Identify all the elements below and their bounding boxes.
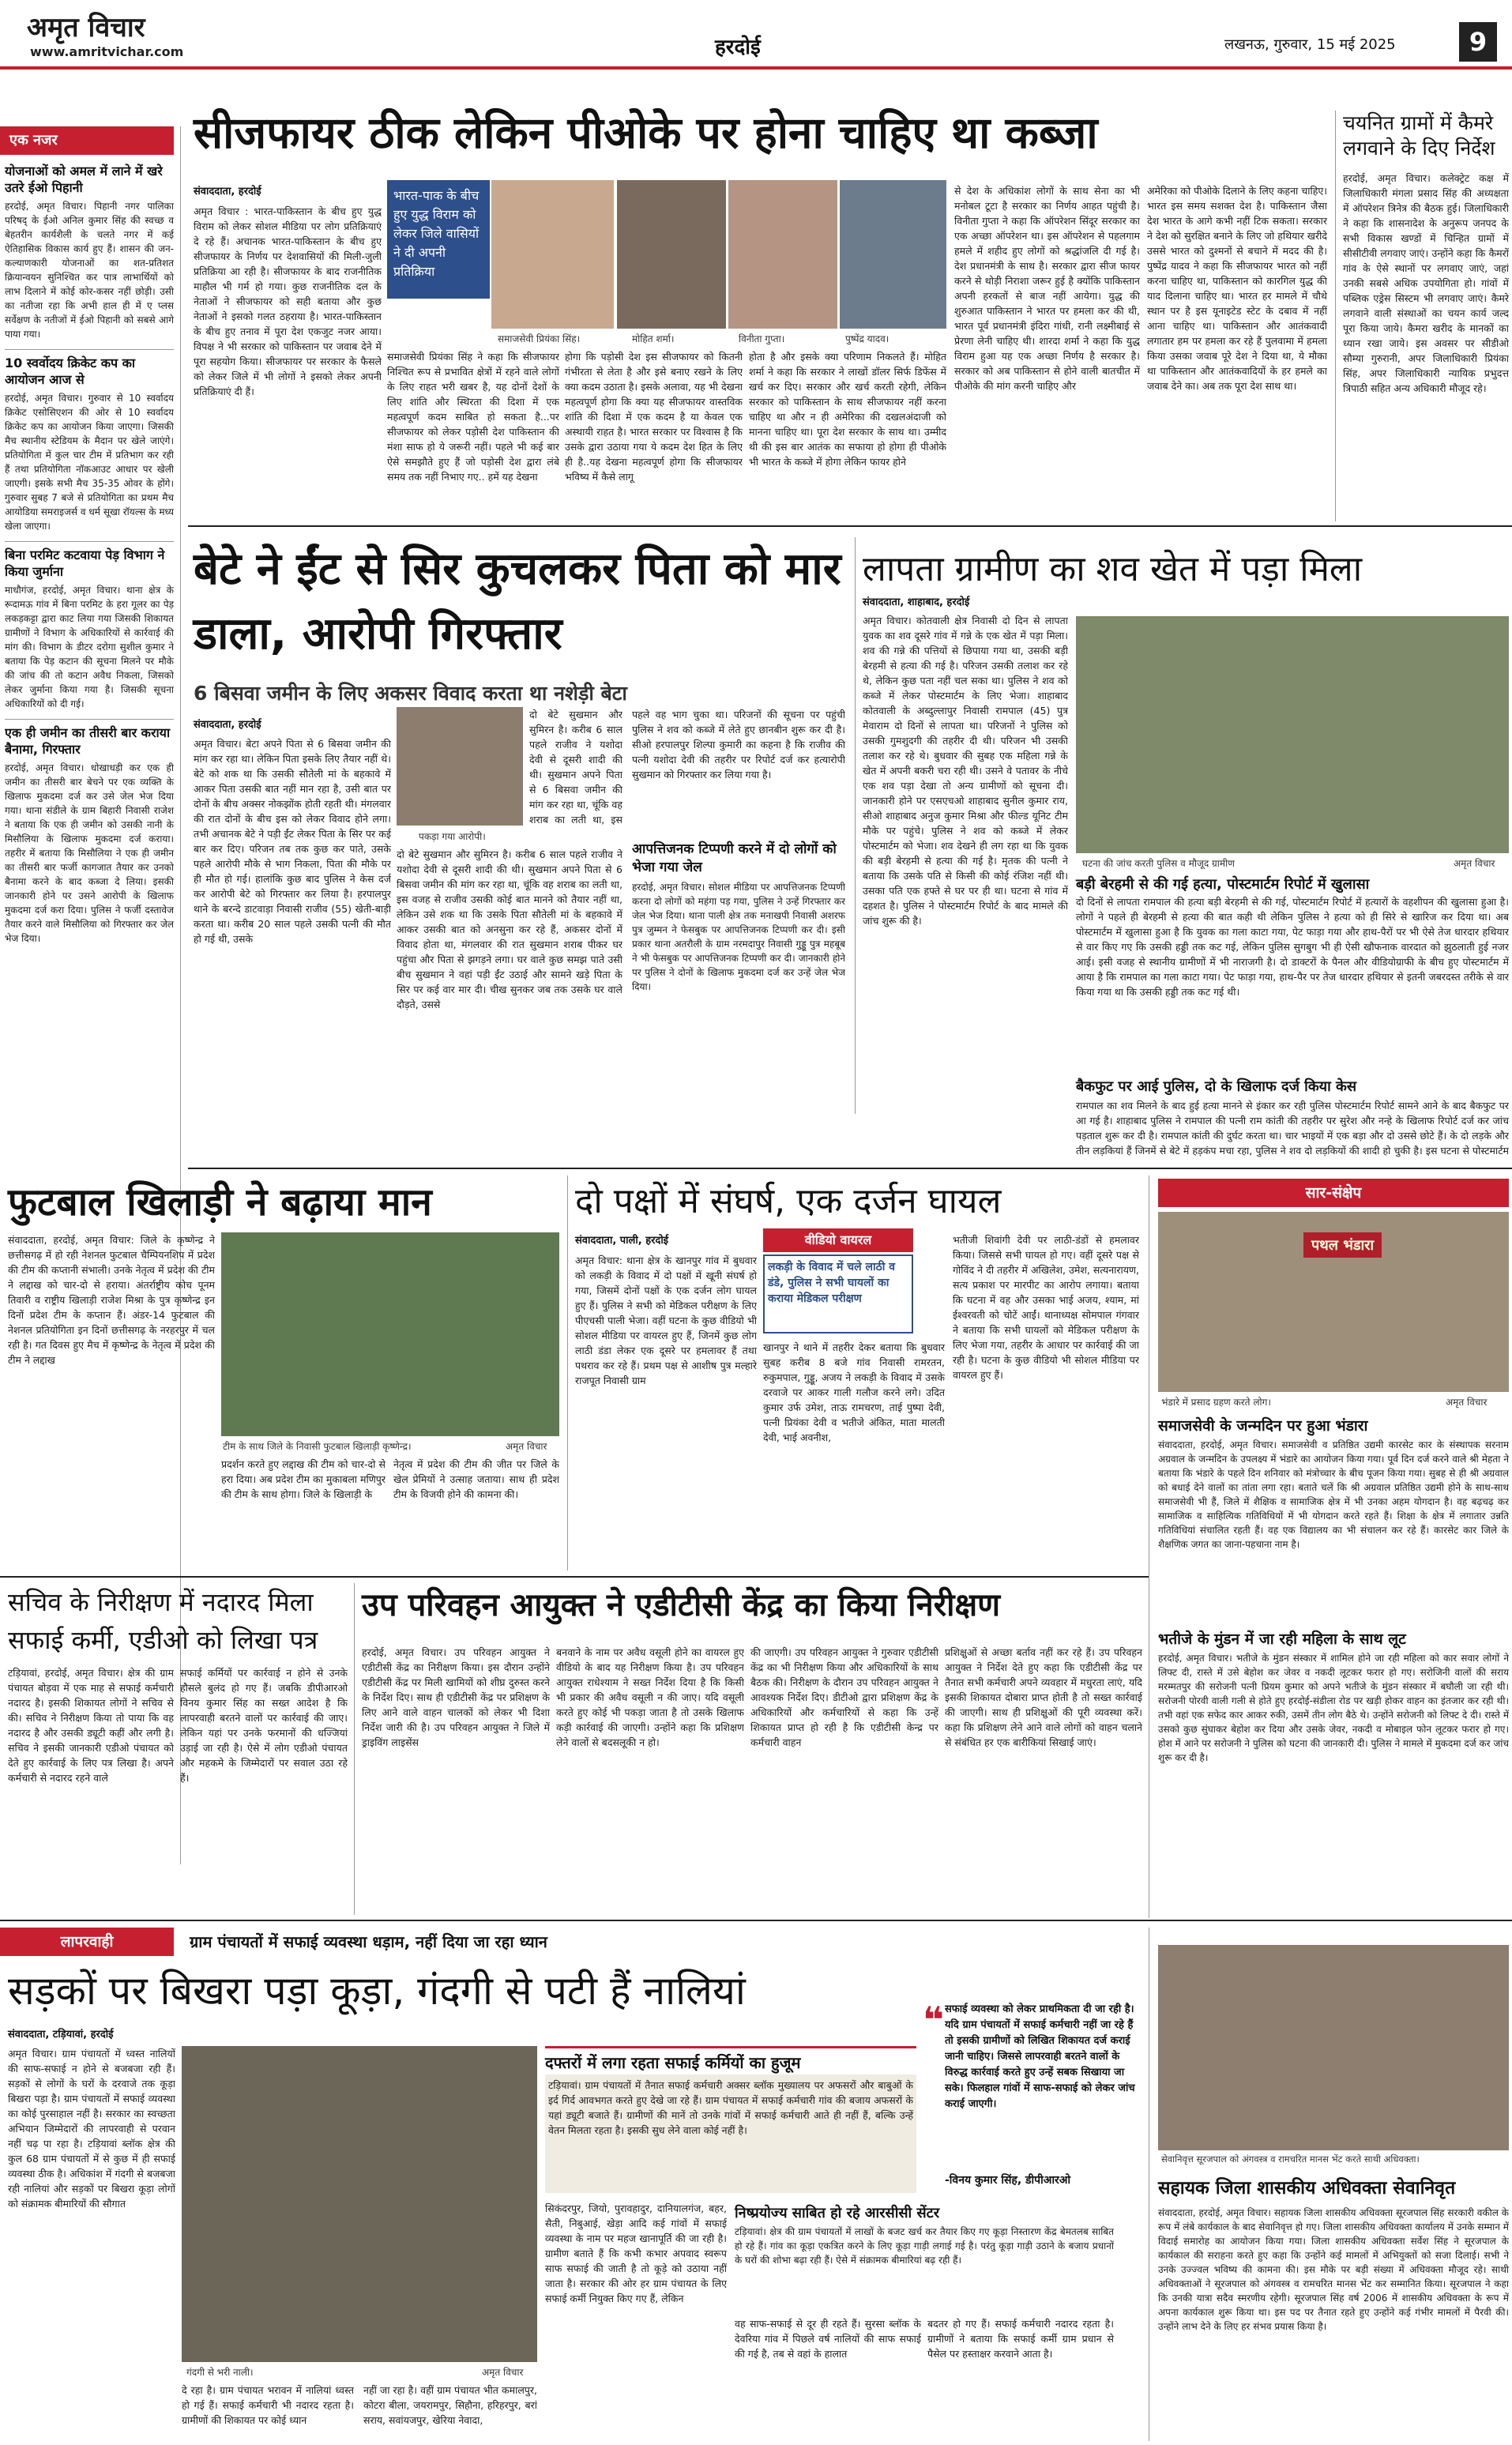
dateline: लखनऊ, गुरुवार, 15 मई 2025: [1224, 36, 1396, 53]
sarsankshep-tag: सार-संक्षेप: [1158, 1179, 1509, 1207]
story3-body: अमृत विचार। कोतवाली क्षेत्र निवासी दो दिन से लापता युवक का शव दूसरे गांव में गन्ने के एक खेत में पड़ा मिला। शव की गन्ने की पत्तियों से छिपाया गया था, उसकी बड़ी बेरहमी से हत्या की गई है। परिजन उसकी तलाश कर रहे थे, लेकिन कुछ पता नहीं चल सका था। पुलिस ने शव को कब्जे में लेकर पोस्टमार्टम के लिए भेजा। शाहाबाद कोतवाली के अब्दुल्लापुर निवासी रामपाल (45) पुत्र मेवाराम दो दिनों से लापता था। परिजनों ने पुलिस को उसकी गुमशुदगी की तहरीर दी थी। परिजन भी उसकी तलाश कर रहे थे। बुधवार की सुबह एक महिला गन्ने के खेत में अपनी बकरी चरा रही थी। उसने वे पतावर के नीचे एक शव पड़ा देखा तो अन्य ग्रामीणों को सूचना दी। जानकारी होने पर एसएचओ शाहाबाद सुनील कुमार राय, सीओ शाहाबाद अनुज कुमार मिश्रा और फील्ड यूनिट टीम मौके पर पहुंचे। पुलिस ने शव को कब्जे में लेकर पोस्टमार्टम को भेजा। शव देखने ही लग रहा था कि युवक की बड़ी बेरहमी से हत्या की गई है। मृतक की पत्नी ने बताया कि उसके पति से किसी की कोई रंजिश नहीं थी। उसका पति एक हफ्ते से घर पर ही था। घटना से गांव में दहशत है। पुलिस ने पोस्टमार्टम रिपोर्ट के बाद मामले की जांच शुरू की है।: [863, 615, 1068, 927]
story8-headline: सड़कों पर बिखरा पड़ा कूड़ा, गंदगी से पटी हैं नालियां: [8, 1968, 746, 2014]
photo-pushpendra: [840, 180, 946, 329]
photo-credit: अमृत विचार: [482, 2367, 524, 2378]
chayanit-headline: चयनित ग्रामों में कैमरे लगवाने के दिए निर्देश: [1343, 111, 1495, 160]
story1-col3: होगा कि पड़ोसी देश इस सीजफायर को कितनी गंभीरता से लेता है और इसे बनाए रखने के लिए क्या कदम उठाता है। इसके अलावा, यह भी देखना महत्वपूर्ण होगा कि क्या यह सीजफायर वास्तविक शांति की दिशा में एक कदम है या केवल एक अस्थायी राहत है। भारत सरकार पर विश्वास है कि उसके द्वारा उठाया गया ये कदम देश हित के लिए ही है..यह देखना महत्वपूर्ण होगा कि सीजफायर भविष्य में कैसे लागू: [565, 351, 743, 483]
story7-headline: उप परिवहन आयुक्त ने एडीटीसी केंद्र का किया निरीक्षण: [362, 1587, 1001, 1623]
left-item-head: योजनाओं को अमल में लाने में खरे उतरे ईओ पिहानी: [5, 164, 163, 195]
photo-caption: गंदगी से भरी नाली।: [186, 2367, 254, 2378]
story8-sub-head: निष्प्रयोज्य साबित हो रहे आरसीसी सेंटर: [735, 2205, 940, 2221]
story2-col2b: दो बेटे सुखमान और सुमिरन है। करीब 6 साल पहले राजीव ने यशोदा देवी से दूसरी शादी की थी। सुखमान अपने पिता से 6 बिसवा जमीन की मांग कर रहा था, चूंकि वह शराब का लती था, इस वजह से राजीव उसकी कोई बात मानने को तैयार नहीं था, लेकिन उसे शक था कि उसके पिता सौतेली मां के बहकावे में आकर उसकी बात को अनसुना कर रहे हैं, अकसर दोनों में विवाद होता था, मंगलवार की रात सुखमान शराब पीकर घर पहुंचा और पिता से झगड़ने लगा। घर वाले कुछ समझ पाते उसी बीच सुखमान ने वहां पड़ी ईंट उठाई और सामने खड़े पिता के सिर पर कई वार मार दी। चीख सुनकर जब तक उसके घर वाले दौड़ते, उससे: [397, 848, 622, 1010]
story1-headline: सीजफायर ठीक लेकिन पीओके पर होना चाहिए था कब्जा: [194, 107, 1098, 158]
rule: [0, 1576, 1149, 1578]
story3c-head: बैकफुट पर आई पुलिस, दो के खिलाफ दर्ज किया केस: [1076, 1078, 1357, 1095]
divider: [1335, 111, 1336, 521]
photo-credit: अमृत विचार: [506, 1441, 547, 1452]
photo-caption: भंडारे में प्रसाद ग्रहण करते लोग।: [1161, 1397, 1271, 1408]
story8-box-head: दफ्तरों में लगा रहता सफाई कर्मियों का हुजूम: [545, 2046, 916, 2073]
photo-caption: सेवानिवृत्त सूरजपाल को अंगवस्त्र व रामचरित मानस भेंट करते साथी अधिवक्ता।: [1161, 2153, 1420, 2165]
left-item-head: एक ही जमीन का तीसरी बार कराया बैनामा, गिरफ्तार: [5, 719, 174, 758]
left-item-head: बिना परमिट कटवाया पेड़ विभाग ने किया जुर्माना: [5, 541, 174, 580]
left-col-tag: एक नजर: [0, 126, 174, 155]
left-item-head: 10 स्वर्वोदय क्रिकेट कप का आयोजन आज से: [5, 349, 174, 388]
photo-vinita: [728, 180, 837, 329]
story5-headline: दो पक्षों में संघर्ष, एक दर्जन घायल: [575, 1181, 1002, 1221]
rule: [0, 1920, 1512, 1921]
story7-col3: की जाएगी। उप परिवहन आयुक्त ने गुरुवार एडीटीसी केंद्र का भी निरीक्षण किया और अधिकारियों के साथ बैठक की। निरीक्षण के दौरान उप परिवहन आयुक्त ने आवश्यक निर्देश दिए। डीटीओ द्वारा प्रशिक्षण केंद्र के अधिकारियों और कर्मचारियों से कहा कि उन्हें शिकायत प्राप्त हो रही है कि एडीटीसी केन्द्र पर कर्मचारी वाहन: [750, 1646, 938, 1748]
photo-credit: अमृत विचार: [1454, 858, 1495, 869]
photo-crime-scene: [1076, 616, 1509, 853]
story9-headline: सहायक जिला शासकीय अधिवक्ता सेवानिवृत: [1158, 2178, 1456, 2199]
story2-subhead: 6 बिसवा जमीन के लिए अकसर विवाद करता था नशेड़ी बेटा: [194, 682, 627, 705]
photo-garbage-drain: [182, 2046, 537, 2362]
masthead-rule: [0, 66, 1512, 70]
photo-mohit: [617, 180, 726, 329]
story8-byline: संवाददाता, टड़ियावां, हरदोई: [8, 2029, 114, 2041]
story5-col3: भतीजी शिवांगी देवी पर लाठी-डंडों से हमलावर किया। जिससे सभी घायल हो गए। वहीं दूसरे पक्ष से गोविंद ने दी तहरीर में अखिलेश, उमेश, सत्यनारायण, सत्य प्रकाश पर मारपीट का आरोप लगाया। बताया कि घटना में वह और उसका भाई अजय, श्याम, मां ईश्वरवती को चोटें आईं। थानाध्यक्ष सोमपाल गंगवार ने बताया कि सभी घायलों को मेडिकल परीक्षण के लिए भेजा गया, तहरीर के आधार पर कार्रवाई की जा रही है। घटना के कुछ वीडियो भी सोशल मीडिया पर वायरल हुए हैं।: [953, 1234, 1139, 1381]
photo-caption: समाजसेवी प्रियंका सिंह।: [498, 333, 581, 344]
story8-col-mid: सिकंदरपुर, जियो, पुरावहादुर, दानियालगंज, बहर, सैती, निबुआई, खेड़ा आदि कई गांवों में सफाई व्यवस्था के नाम पर महज खानापूर्ति की जा रही है। ग्रामीण बताते हैं कि कभी कभार अपवाद स्वरूप साफ सफाई की जाती है तो कूड़े को उठाया नहीं जाता है। सरकार की ओर हर ग्राम पंचायत के लिए सफाई कर्मी नियुक्त किए गए हैं, लेकिन: [545, 2202, 727, 2304]
photo-priyanka: [491, 180, 614, 329]
story8-sub-body: टड़ियावां। क्षेत्र की ग्राम पंचायतों में लाखों के बजट खर्च कर तैयार किए गए कूड़ा निस्तारण केंद्र बेमतलब साबित हो रहे हैं। गांव का कूड़ा एकत्रित करने के लिए कूड़ा गाड़ी लगाई गई है। परंतु कूड़ा गाड़ी उठाने के बजाय प्रधानों के घरों की शोभा बढ़ा रही हैं। ऐसे में संक्रामक बीमारियां बढ़ रही हैं।: [735, 2226, 1114, 2266]
story1-box: भारत-पाक के बीच हुए युद्ध विराम को लेकर जिले वासियों ने दी अपनी प्रतिक्रिया: [387, 180, 490, 299]
story8-box-body: टड़ियावां। ग्राम पंचायतों में तैनात सफाई कर्मचारी अक्सर ब्लॉक मुख्यालय पर अफसरों और बाबुओं के इर्द गिर्द आवभगत करते हुए देखे जा रहे हैं। ग्राम पंचायत में सफाई कर्मचारी गांव की बजाय अफसरों के यहां ड्यूटी बजाते हैं। ग्रामीणों की मानें तो उनके गांवों में सफाई कर्मचारी आते ही नहीं हैं, बल्कि उन्हें वेतन मिलता रहता है। इसकी सुध लेने वाला कोई नहीं है।: [545, 2074, 916, 2193]
story3c-body: रामपाल का शव मिलने के बाद हुई हत्या मानने से इंकार कर रही पुलिस पोस्टमार्टम रिपोर्ट सामने आने के बाद बैकफुट पर आ गई है। शाहाबाद पुलिस ने रामपाल की पत्नी राम कांती की तहरीर पर सुरेश और नन्हे के खिलाफ रिपोर्ट दर्ज कर जांच पड़ताल शुरू कर दी है। रामपाल कांती की दुर्घट करता था। चार भाइयों में एक बड़ा और दो उससे छोटे हैं। के दो लड़के और तीन लड़कियां हैं जिनमें से बेटे में हड़कंप मचा रहा, पुलिस ने शव दो लड़कियों की शादी हो चुकी है। इस घटना से पोस्टमार्टम: [1076, 1100, 1509, 1157]
story2-headline: बेटे ने ईंट से सिर कुचलकर पिता को मार डाला, आरोपी गिरफ्तार: [194, 544, 841, 660]
brand-logo: अमृत विचार: [27, 12, 145, 43]
sarsankshep-body1: संवाददाता, हरदोई, अमृत विचार। समाजसेवी व प्रतिष्ठित उद्यमी कारसेट कार के संस्थापक सरनाम अग्रवाल के जन्मदिन के उपलक्ष्य में भंडारे का आयोजन किया गया। पूर्व दिन दर्ज करने वाले श्री मेहता ने बताया कि भंडारे के पहले दिन शनिवार को मंत्रोच्चार के बीच पूजन किया गया। सुबह से ही श्री अग्रवाल को बधाई देने वालों का तांता लगा रहा। बताते चलें कि श्री अग्रवाल प्रतिष्ठित उद्यमी होने के साथ-साथ समाजसेवी भी हैं, जिले में शैक्षिक व सामाजिक क्षेत्र में भी उनका अहम योगदान है। वह बढ़चढ़ कर सामाजिक व साहित्यिक गतिविधियों में भी योगदान करते रहते हैं। शिक्षा के क्षेत्र में लगातार उन्नति गतिविधियां संचालित रहती हैं। वह एक विद्यालय का भी संचालन कर रहे हैं। कारसेट कार जिले के शैक्षणिक जगत का जाना-पहचाना नाम है।: [1158, 1439, 1509, 1550]
story4-top: संवाददाता, हरदोई, अमृत विचार: जिले के कृष्णेन्द्र ने छत्तीसगढ़ में हो रही नेशनल फुटबाल चैम्पियनशिप में प्रदेश की टीम की कप्तानी संभाली। उनके नेतृत्व में प्रदेश की टीम ने लद्दाख को चार-दो से हराया। अंतर्राष्ट्रीय कोच पूनम तिवारी व राष्ट्रीय खिलाड़ी राजेश मिश्रा के पुत्र कृष्णेन्द्र इन दिनों प्रदेश टीम के कप्तान हैं। अंडर-14 फुटबाल की नेशनल प्रतियोगिता इन दिनों छत्तीसगढ़ के नरहरपुर में चल रही है। गत दिवस हुए मैच में कृष्णेन्द्र के नेतृत्व में प्रदेश की टीम ने लद्दाख: [8, 1234, 215, 1366]
story2-byline: संवाददाता, हरदोई: [194, 719, 261, 731]
story1-col6: अमेरिका को पीओके दिलाने के लिए कहना चाहिए। भारत इस समय सशक्त देश है। पाकिस्तान जैसा देश भारत के आगे कभी नहीं टिक सकता। सरकार ने देश को सुरक्षित बनाने के लिए जो हथियार खरीदे उससे भारत को दुश्मनों से बचाने में मदद की है। पुष्पेंद्र यादव ने कहा कि सीजफायर भारत को नहीं करना चाहिए था, पाकिस्तान को कारगिल युद्ध की याद दिलाना चाहिए था। भारत हर मामले में चौथे स्थान पर है इस यूनाइटेड स्टेट के दबाव में नहीं आना चाहिए था। पाकिस्तान और आतंकवादी लगातार हम पर हमला कर रहे हैं पुलवामा में हमला किया उसका जवाब पूरे देश ने दिया था, ये मौका था पाकिस्तान और आतंकवादियों के हर हमले का जवाब देने का। अब तक पूरा देश साथ था।: [1147, 185, 1327, 392]
section-name: हरदोई: [715, 36, 761, 59]
story6-body2: सफाई कर्मियों पर कार्रवाई न होने से उनके हौसले बुलंद हो गए हैं। जबकि डीपीआरओ विनय कुमार सिंह का सख्त आदेश है कि लापरवाही बरतने वालों पर कार्रवाई की जाए। लेकिन यहां पर उनके फरमानों की धज्जियां उड़ाई जा रही है। ऐसे में लोग एडीओ पंचायत और महकमे के जिम्मेदारों पर सवाल उठा रहे हैं।: [180, 1667, 348, 1784]
story1-col1: अमृत विचार : भारत-पाकिस्तान के बीच हुए युद्ध विराम को लेकर सोशल मीडिया पर लोग प्रतिक्रियाएं दे रहे हैं। अचानक भारत-पाकिस्तान के बीच हुए सीजफायर के निर्णय पर देशवासियों की मिली-जुली प्रतिक्रिया आ रही है। सीजफायर के बाद राजनीतिक माहौल भी गर्म हो गया। कुछ राजनीतिक दल के नेताओं ने सीजफायर को सही बताया और कुछ नेताओं ने इसको गलत ठहराया है। भारत-पाकिस्तान के बीच हुए तनाव में पूरा देश एकजुट नजर आया। विपक्ष ने भी सरकार को पाकिस्तान पर जवाब देने में पूरा सहयोग किया। सीजफायर पर सरकार के फैसले को लेकर जिले में भी लोगों ने इसको लेकर अपनी प्रतिक्रियाएं दी हैं।: [194, 205, 382, 397]
story1-col4: होता है और इसके क्या परिणाम निकलते हैं। मोहित शर्मा ने कहा कि सरकार ने लाखों डॉलर सिर्फ डिफेंस में खर्च कर दिए। सरकार और खर्च करती रहेगी, लेकिन सरकार को पाकिस्तान के साथ सीजफायर नहीं करना चाहिए था और न ही अमेरिका की दखलअंदाजी को मानना चाहिए था। पूरा देश सरकार के साथ था। उम्मीद थी की इस बार आतंक का सफाया हो होगा ही पीओके भी भारत के कब्जे में होगा लेकिन फायर होने: [749, 351, 946, 468]
story8-col-r2: बदतर हो गए हैं। सफाई कर्मचारी नदारद रहता है। ग्रामीणों ने बताया कि सफाई कर्मी ग्राम प्रधान से पैसेल पर हस्ताक्षर करवाने आता है।: [927, 2318, 1114, 2360]
story3-byline: संवाददाता, शाहाबाद, हरदोई: [863, 596, 970, 608]
sarsankshep-head1: समाजसेवी के जन्मदिन पर हुआ भंडारा: [1158, 1417, 1368, 1435]
story5-col2: खानपुर ने थाने में तहरीर देकर बताया कि बुधवार सुबह करीब 8 बजे गांव निवासी रामरतन, रुकुमपाल, गुड्डू, अजय ने लकड़ी के विवाद में उसके दरवाजे पर आकर गाली गलौज करने लगे। उदित कुमार उर्फ उमेश, ताऊ रामचरण, ताई पुष्पा देवी, पत्नी प्रियंका देवी व भतीजे अंकित, माता मालती देवी, भाई अवनीश,: [763, 1341, 945, 1443]
photo-caption: विनीता गुप्ता।: [739, 333, 785, 344]
photo-caption: मोहित शर्मा।: [632, 333, 675, 344]
story4-bottom-left: प्रदर्शन करते हुए लद्दाख की टीम को चार-दो से हरा दिया। अब प्रदेश टीम का मुकाबला मणिपुर की टीम के साथ होगा। जिले के खिलाड़ी के: [221, 1458, 386, 1500]
chayanit-body: हरदोई, अमृत विचार। कलेक्ट्रेट कक्ष में जिलाधिकारी मंगला प्रसाद सिंह की अध्यक्षता में ऑपरेशन त्रिनेत्र की बैठक हुई। जिलाधिकारी ने कहा कि शासनादेश के अनुरूप जनपद के सभी विकास खण्डों में चिन्हित ग्रामों में सीसीटीवी लगवाए जाएं। उन्होंने कहा कि कैमरों गांव के ऐसे स्थानों पर लगवाए जाएं, जहां उनकी सबसे अधिक उपयोगिता हो। गांवों में पब्लिक एड्रेस सिस्टम भी लगवाए जाएं। कैमरे लगवाने वाली संस्थाओं का चयन कार्य जल्द पूरा किया जाये। कैमरा खरीद के मानकों का ध्यान रखा जाये। इस अवसर पर सीडीओ सौम्या गुरुरानी, अपर जिलाधिकारी प्रियंका सिंह, अपर जिलाधिकारी न्यायिक प्रभुदत्त त्रिपाठी सहित अन्य अधिकारी मौजूद रहे।: [1343, 172, 1509, 394]
story8-col-r1: वह साफ-सफाई से दूर ही रहते हैं। सुरसा ब्लॉक के देवरिया गांव में पिछले वर्ष नालियों की साफ सफाई की गई है, तब से वहां के हालात: [735, 2318, 921, 2360]
divider: [567, 1175, 568, 1570]
divider: [354, 1583, 355, 1915]
rule: [188, 1168, 1512, 1169]
left-item-body: हरदोई, अमृत विचार। गुरुवार से 10 स्वर्वादय क्रिकेट एसोसिएशन की ओर से 10 स्वर्वादय क्रिकेट कप का आयोजन किया जाएगा। जिसकी मैच स्थानीय स्टेडियम के मैदान पर खेले जाएंगे। प्रतियोगिता में कुल चार टीम में प्रतिभाग कर रही हैं तथा प्रतियोगिता नॉकआउट आधार पर खेली जाएगी। इसके सभी मैच 35-35 ओवर के होंगे। गुरुवार सुबह 7 बजे से प्रतियोगिता का प्रथम मैच आयोडिया समराइजर्स व धर्म सूखा रॉयल्स के मध्य खेला जाएगा।: [5, 393, 174, 532]
masthead: [0, 0, 1512, 70]
bhandara-sign: पथल भंडारा: [1303, 1232, 1382, 1258]
story7-col2: बनवाने के नाम पर अवैध वसूली होने का वायरल हुए वीडियो के बाद यह निरीक्षण किया है। उप परिवहन आयुक्त राधेश्याम ने सख्त निर्देश दिया है कि किसी भी प्रकार की अवैध वसूली न की जाए। यदि वसूली करते हुए कोई भी पकड़ा जाता है तो उसके खिलाफ कड़ी कार्रवाई की जाएगी। उन्होंने कहा कि प्रशिक्षण लेने वालों से बदसलूकी न हो।: [556, 1646, 744, 1748]
divider: [855, 537, 856, 1114]
page-number: 9: [1459, 22, 1497, 62]
story2-col3: पहले वह भाग चुका था। परिजनों की सूचना पर पहुंची पुलिस ने शव को कब्जे में लेते हुए छानबीन शुरू कर दी है। सीओ हरपालपुर शिल्पा कुमारी का कहना है कि राजीव की पत्नी यशोदा देवी की तहरीर पर रिपोर्ट दर्ज कर हत्यारोपी सुखमान को गिरफ्तार कर लिया गया है।: [632, 709, 845, 781]
story8-under2: नहीं जा रहा है। वहीं ग्राम पंचायत भीत कमालपुर, कोटरा बीला, जयरामपुर, सिहौना, हरिहरपुर, बरां सराय, सवांयजपुर, खेरिया नेवादा,: [363, 2384, 537, 2426]
story1-byline: संवाददाता, हरदोई: [194, 186, 261, 197]
photo-football-team: [221, 1232, 559, 1436]
sarsankshep-head2: भतीजे के मुंडन में जा रही महिला के साथ लूट: [1158, 1631, 1406, 1648]
rule: [188, 525, 1512, 527]
story4-headline: फुटबाल खिलाड़ी ने बढ़ाया मान: [8, 1180, 432, 1224]
story3b-head: बड़ी बेरहमी से की गई हत्या, पोस्टमार्टम रिपोर्ट में खुलासा: [1076, 876, 1370, 893]
story2-col2: दो बेटे सुखमान और सुमिरन है। करीब 6 साल पहले राजीव ने यशोदा देवी से दूसरी शादी की थी। सुखमान अपने पिता से 6 बिसवा जमीन की मांग कर रहा था, चूंकि वह शराब का लती था, इस: [529, 709, 622, 826]
left-item-body: हरदोई, अमृत विचार। पिहानी नगर पालिका परिषद् के ईओ अनिल कुमार सिंह की स्वच्छ व बेहतरीन कार्यशैली के चलते नगर में कई ऐतिहासिक विकास कार्य हुए हैं। शासन की जन-कल्याणकारी योजनाओं का शत-प्रतिशत क्रियान्वयन सुनिश्चित कर पात्र लाभार्थियों को लाभ दिलाने में कोई कोर-कसर नहीं छोड़ी। उसी का नतीजा रहा कि अभी हाल ही में ए प्लस सर्वेक्षण के नतीजों में ईओ पिहानी को सबसे आगे पाया गया।: [5, 201, 174, 340]
left-item-body: माधौगंज, हरदोई, अमृत विचार। थाना क्षेत्र के रूदामऊ गांव में बिना परमिट के हरा गूलर का पेड़ लकड़कट्टा द्वारा काट लिया गया जिसकी शिकायत ग्रामीणों ने विभाग के अधिकारियों से कार्रवाई की मांग की। विभाग के डीटर दरोगा सुशील कुमार ने बताया कि पेड़ कटान की सूचना मिलने पर मौके की जांच की तो कटान अवैध निकला, जिसको लेकर जुर्माना किया गया है। जिसकी सूचना अधिकारियों को दी गई।: [5, 585, 174, 709]
photo-retirement: [1158, 1945, 1509, 2150]
story8-col1: अमृत विचार। ग्राम पंचायतों में ध्वस्त नालियों की साफ-सफाई न होने से बजबजा रही हैं। सड़कों से लोगों के घरों के दरवाजे तक कूड़ा बिखरा पड़ा है। ग्राम पंचायतों में सफाई व्यवस्था का कोई पुरसाहाल नहीं है। सरकार का स्वच्छता अभियान जिम्मेदारों की लापरवाही से परवान नहीं चढ़ पा रहा है। टड़ियावां ब्लॉक क्षेत्र की कुल 68 ग्राम पंचायतों में से कुछ में ही सफाई व्यवस्था ठीक है। अधिकांश में गंदगी से बजबजा रही नालियां और सड़कों पर बिखरा कूड़ा लोगों को संक्रामक बीमारियों की सौगात: [8, 2048, 175, 2210]
story2-col1: अमृत विचार। बेटा अपने पिता से 6 बिसवा जमीन की मांग कर रहा था। लेकिन पिता इसके लिए तैयार नहीं थे। बेटे को शक था कि उसकी सौतेली मां के बहकावे में आकर पिता उसकी बात नहीं मान रहा है, उसी बात पर दोनों के बीच अक्सर नोकझोंक होती रहती थी। मंगलवार की रात दोनों के बीच इस को लेकर विवाद होने लगा। तभी अचानक बेटे ने पड़ी ईंट लेकर पिता के सिर पर कई बार कर दिए। परिजन तब तक कुछ कर पाते, उसके पहले आरोपी मौके से भाग निकला, पिता की मौके पर ही मौत हो गई। हालांकि कुछ बाद पुलिस ने केस दर्ज कर आरोपी बेटे को गिरफ्तार कर लिया है। हरपालपुर थाने के बरन्दे डाटवाड़ा निवासी राजीव (55) खेती-बाड़ी करता था। करीब 20 साल पहले उसकी पत्नी की मौत हो गई थी, उसके: [194, 738, 391, 945]
story3-headline: लापता ग्रामीण का शव खेत में पड़ा मिला: [863, 549, 1363, 589]
story1-col5: से देश के अधिकांश लोगों के साथ सेना का भी मनोबल टूटा है सरकार का निर्णय आहत पहुंची है। विनीता गुप्ता ने कहा कि ऑपरेशन सिंदूर सरकार का एक अच्छा ऑपरेशन था। इस ऑपरेशन से पहलगाम हमले में शहीद हुए लोगों को श्रद्धांजलि दी गई है। देश प्रधानमंत्री के साथ है। सरकार द्वारा सीज फायर करने से थोड़ी निराशा जरूर हुई है क्योंकि पाकिस्तान अपनी हरकतों से बाज नहीं आयेगा। युद्ध की शुरुआत पाकिस्तान ने भारत पर हमला कर की थी, भारत पूर्व प्रधानमंत्री इंदिरा गांधी, रानी लक्ष्मीबाई से प्रेरणा लेनी चाहिए थी। शारदा शर्मा ने कहा कि युद्ध विराम हुआ यह एक अच्छा निर्णय है सरकार है। सरकार को अब पाकिस्तान से होने वाली बातचीत में पीओके की मांग करनी चाहिए और: [954, 185, 1140, 392]
photo-caption: पुष्पेंद्र यादव।: [845, 333, 890, 344]
story8-tag: लापरवाही: [0, 1928, 174, 1956]
story8-quote: सफाई व्यवस्था को लेकर प्राथमिकता दी जा रही है। यदि ग्राम पंचायतों में सफाई कर्मचारी नहीं जा रहे हैं तो इसकी ग्रामीणों को लिखित शिकायत दर्ज कराई जानी चाहिए। जिससे लापरवाही बरतने वालों के विरुद्ध कार्रवाई करते हुए उन्हें सबक सिखाया जा सके। फिलहाल गांवों में साफ-सफाई को लेकर जांच कराई जाएगी।: [945, 2003, 1135, 2110]
story5-byline: संवाददाता, पाली, हरदोई: [575, 1235, 669, 1247]
story5-callout: लकड़ी के विवाद में चले लाठी व डंडे, पुलिस ने सभी घायलों का कराया मेडिकल परीक्षण: [763, 1254, 913, 1333]
sarsankshep-body2: हरदोई, अमृत विचार। भतीजे के मुंडन संस्कार में शामिल होने जा रही महिला को कार सवार लोगों ने लिफ्ट दी, रास्ते में उसे बेहोश कर जेवर व नकदी लूटकर फरार हो गए। सरोजिनी वालों की सराय मरम्मतपुर की सरोजनी पत्नी प्रियम कुमार को अपने भतीजे के मुंडन संस्कार में बघौली जा रही थी। सरोजनी पोरवी वाली गली से होते हुए हरदोई-संडीला रोड पर खड़ी होकर वाहन का इंतजार कर रही थी। तभी वहां एक सफेद कार आकर रुकी, उसमें तीन लोग बैठे थे। उन्होंने सरोजनी को लिफ्ट दे दी। रास्ते में उसको कुछ सुंघाकर बेहोश कर दिया और उसके जेवर, नकदी व मोबाइल फोन लूटकर फरार हो गए। होश में आने पर सरोजनी ने पुलिस को घटना की जानकारी दी। पुलिस ने मामले में मुकदमा दर्ज कर जांच शुरू कर दी है।: [1158, 1653, 1509, 1763]
story7-col1: हरदोई, अमृत विचार। उप परिवहन आयुक्त ने एडीटीसी केंद्र का निरीक्षण किया। इस दौरान उन्होंने एडीटीसी केंद्र पर मिली खामियों को शीघ्र दुरुस्त करने के निर्देश दिए। साथ ही एडीटीसी केंद्र पर प्रशिक्षण के लिए आने वाले वाहन चालकों को लेकर भी दिशा निर्देश जारी की है। उप परिवहन आयुक्त ने जिले में ड्राइविंग लाइसेंस: [362, 1646, 550, 1748]
photo-accused: [397, 707, 523, 826]
photo-caption: टीम के साथ जिले के निवासी फुटबाल खिलाड़ी कृष्णेन्द्र।: [223, 1441, 412, 1452]
photo-credit: अमृत विचार: [1446, 1397, 1488, 1408]
site-url: www.amritvichar.com: [30, 44, 184, 59]
story6-headline: सचिव के निरीक्षण में नदारद मिला सफाई कर्मी, एडीओ को लिखा पत्र: [8, 1587, 318, 1655]
story4-bottom-right: नेतृत्व में प्रदेश की टीम की जीत पर जिले के खेल प्रेमियों ने उत्साह जताया। साथ ही प्रदेश टीम के विजयी होने की कामना की।: [393, 1458, 559, 1500]
story5-col1: अमृत विचार: थाना क्षेत्र के खानपुर गांव में बुधवार को लकड़ी के विवाद में दो पक्षों में खूनी संघर्ष हो गया, जिसमें दोनों पक्षों के एक दर्जन लोग घायल हुए हैं। पुलिस ने सभी को मेडिकल परीक्षण के लिए पीएचसी पाली भेजा। वहीं घटना के कुछ वीडियो भी सोशल मीडिया पर वायरल हुए हैं, जिनमें कुछ लोग लाठी डंडा लेकर एक दूसरे पर हमलावर हैं तथा पथराव कर रहे हैं। प्रथम पक्ष से आशीष पुत्र मल्हारे राजपूत निवासी ग्राम: [575, 1254, 757, 1386]
quote-mark-icon: ❝: [923, 1999, 944, 2041]
story5-tag: वीडियो वायरल: [763, 1228, 913, 1252]
story8-kicker: ग्राम पंचायतों में सफाई व्यवस्था धड़ाम, नहीं दिया जा रहा ध्यान: [190, 1932, 547, 1951]
story8-under: दे रहा है। ग्राम पंचायत भरावन में नालियां ध्वस्त हो गई हैं। सफाई कर्मचारी भी नदारद रहता है। ग्रामीणों की शिकायत पर कोई ध्यान: [182, 2384, 354, 2426]
story9-body: संवाददाता, हरदोई, अमृत विचार। सहायक जिला शासकीय अधिवक्ता सूरजपाल सिंह सरकारी वकील के रूप में लंबे कार्यकाल के बाद सेवानिवृत्त हो गए। जिला शासकीय अधिवक्ता कार्यालय में उनके सम्मान में विदाई समारोह का आयोजन किया गया। जिला शासकीय अधिवक्ता सर्वेश सिंह ने सूरजपाल के कार्यकाल की सराहना करते हुए कहा कि उन्होंने कई मामलों में अभियुक्तों को सजा दिलाई। सभी ने उनके उज्ज्वल भविष्य की कामना की। इस मौके पर बड़ी संख्या में अधिवक्ता मौजूद रहे। साथी अधिवक्ताओं ने सूरजपाल को अंगवस्त्र व रामचरित मानस भेंट कर सम्मानित किया। सूरजपाल ने कहा कि उनकी यात्रा सदैव स्मरणीय रहेगी। सूरजपाल सिंह वर्ष 2006 में शासकीय अधिवक्ता के रूप में अपना कार्यकाल शुरू किया था। इस पद पर तैनात रहते हुए उन्होंने कई गंभीर मामलों में पैरवी की। उन्होंने लाभ देने के लिए हर संभव प्रयास किया है।: [1158, 2207, 1509, 2332]
story8-quote-by: -विनय कुमार सिंह, डीपीआरओ: [945, 2174, 1071, 2187]
left-item-body: हरदोई, अमृत विचार। धोखाधड़ी कर एक ही जमीन का तीसरी बार बेचने पर एक व्यक्ति के खिलाफ मुकदमा दर्ज कर उसे जेल भेज दिया गया। थाना संडीले के ग्राम बिहारी निवासी राजेश ने बताया कि एक ही जमीन को उसकी नानी के मिसौलिया के खिलाफ मुकदमा दर्ज कराया। तहरीर में बताया कि मिसौलिया ने एक ही जमीन का तीसरी बार फर्जी कागजात तैयार कर उनको बैनामा करने के बाद कब्जा दे लिया। इसकी जानकारी होने पर उसने आरोपी के खिलाफ मुकदमा दर्ज करा दिया। पुलिस ने फर्जी दस्तावेज तैयार करने वाले मिसौलिया को गिरफ्तार कर जेल भेज दिया।: [5, 762, 174, 944]
story2-sub-head: आपत्तिजनक टिप्पणी करने में दो लोगों को भेजा गया जेल: [632, 841, 837, 875]
photo-caption: घटना की जांच करती पुलिस व मौजूद ग्रामीण: [1082, 858, 1235, 869]
story6-body: टड़ियावां, हरदोई, अमृत विचार। क्षेत्र की ग्राम पंचायत बोड़वा में एक माह से सफाई कर्मचारी नदारद है। इसकी शिकायत लोगों ने सचिव से की। सचिव ने निरीक्षण किया तो पाया कि वह नदारद है और उसकी ड्यूटी कहीं और लगी है। सचिव ने इसकी जानकारी एडीओ पंचायत को देते हुए कार्रवाई के लिए पत्र लिखा है। अपने कर्मचारी से नदारद रहने वाले: [8, 1667, 174, 1784]
story7-col4: प्रशिक्षुओं से अच्छा बर्ताव नहीं कर रहे हैं। उप परिवहन आयुक्त ने निर्देश देते हुए कहा कि एडीटीसी केंद्र पर तैनात सभी कर्मचारी अपने व्यवहार में मधुरता लाएं, यदि इसकी शिकायत दोबारा प्राप्त होती है तो सख्त कार्रवाई की जाएगी। साथ ही प्रशिक्षुओं की पूरी व्यवस्था करें। कहा कि प्रशिक्षण लेने आने वाले लोगों को वाहन चलाने से संबंधित हर एक बारीकियां सिखाई जाएं।: [945, 1646, 1142, 1748]
story3b-body: दो दिनों से लापता रामपाल की हत्या बड़ी बेरहमी से की गई, पोस्टमार्टम रिपोर्ट में हत्यारों के वहशीपन की खुलासा हुआ है। लोगों ने पहले ही बेरहमी से हत्या की बात कही थी लेकिन पुलिस ने हत्या को ही सिरे से खारिज कर दिया था। अब पोस्टमार्टम में खुलासा हुआ है कि युवक का गला काटा गया, पेट फाड़ा गया और हाथ-पैरों पर भी ऐसे तेज धारदार हथियार से वार किए गए कि उसकी हड्डी तक कट गई, लेकिन पुलिस सुगबुग भी ही ऐसी खौफनाक वारदात को झुठलाती हुई नजर आई। इसी वजह से स्थानीय ग्रामीणों में भी नाराजगी है। दो डाक्टरों के पैनल और वीडियोग्राफी के बीच हुए पोस्टमार्टम में आया है कि रामपाल का गला काटा गया। पेट फाड़ा गया, हाथ-पैर पर तेज धारदार हथियार से इतनी जबरदस्त तरीके से वार किया गया था कि उसकी हड्डी तक कट गई थी।: [1076, 896, 1509, 998]
photo-caption: पकड़ा गया आरोपी।: [419, 831, 486, 842]
story1-col2: समाजसेवी प्रियंका सिंह ने कहा कि सीजफायर निश्चित रूप से प्रभावित क्षेत्रों में रहने वाले लोगों के लिए राहत भरी खबर है, यह दोनों देशों के लिए शांति और स्थिरता की दिशा में एक महत्वपूर्ण कदम साबित हो सकता है...पर सीजफायर को लेकर पड़ोसी देश पाकिस्तान की मंशा साफ हो ये जरूरी नहीं। पहले भी कई बार ऐसे समझौते हुए हैं जो पड़ोसी देश द्वारा लंबे समय तक नहीं निभाए गए.. हमें यह देखना: [387, 351, 559, 483]
story2-sub-body: हरदोई, अमृत विचार। सोशल मीडिया पर आपत्तिजनक टिप्पणी करना दो लोगों को महंगा पड़ गया, पुलिस ने उन्हें गिरफ्तार कर जेल भेज दिया। थाना पाली क्षेत्र तक मनाखपी निवासी अशरफ पुत्र जुम्मन ने फेसबुक पर आपत्तिजनक टिप्पणी कर दी। इसी प्रकार थाना अतरौली के ग्राम नरमदापुर निवासी गुड्डू पुत्र महबूब ने भी फेसबुक पर आपत्तिजनक टिप्पणी कर दी। जानकारी होने पर पुलिस ने दोनों के खिलाफ मुकदमा दर्ज कर उन्हें जेल भेज दिया।: [632, 882, 845, 992]
